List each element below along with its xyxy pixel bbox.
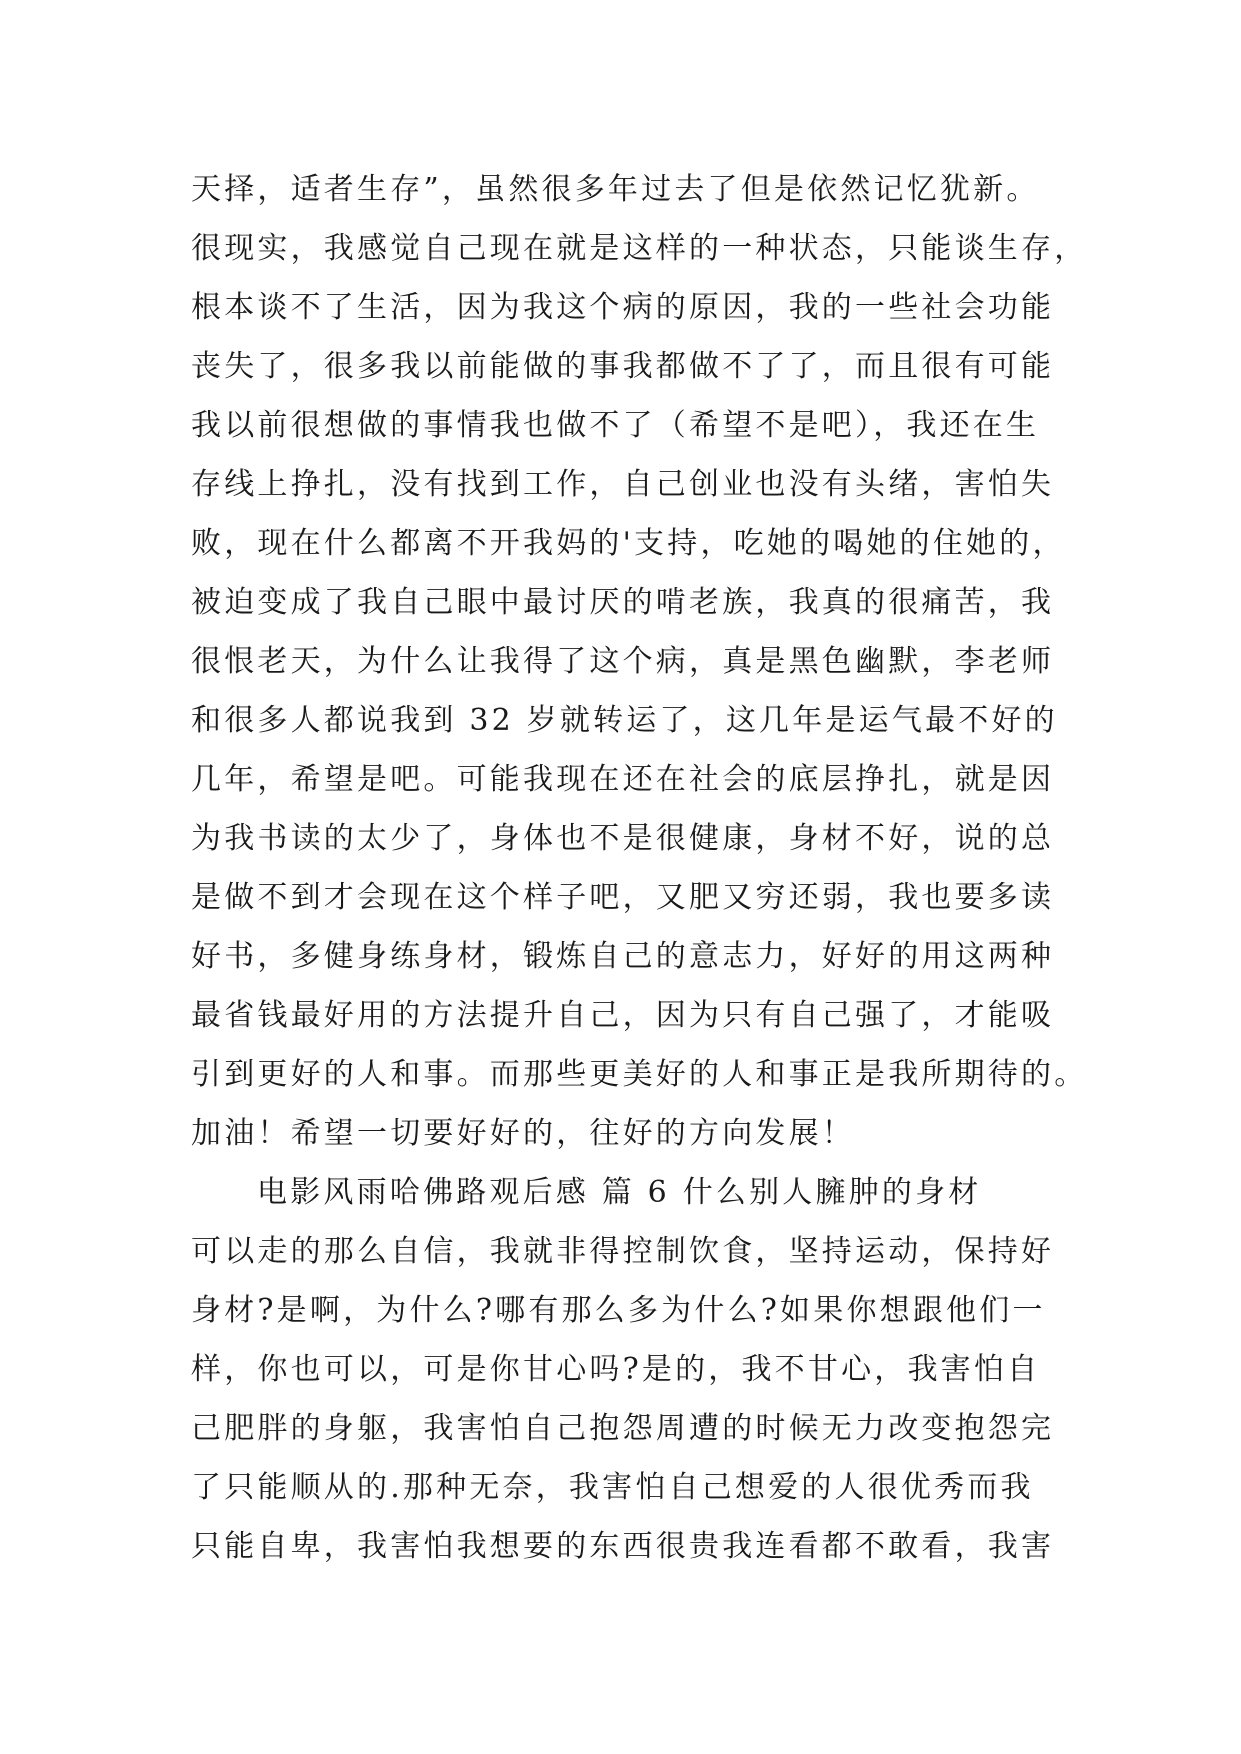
text-line: 我以前很想做的事情我也做不了（希望不是吧），我还在生 bbox=[191, 408, 1040, 443]
text-line: 引到更好的人和事。而那些更美好的人和事正是我所期待的。 bbox=[191, 1057, 1088, 1092]
body-text bbox=[191, 160, 1088, 1576]
section-heading-line: 电影风雨哈佛路观后感 篇 6 什么别人臃肿的身材 bbox=[257, 1175, 982, 1210]
text-line: 己肥胖的身躯，我害怕自己抱怨周遭的时候无力改变抱怨完 bbox=[191, 1411, 1055, 1446]
text-line: 很现实，我感觉自己现在就是这样的一种状态，只能谈生存， bbox=[191, 231, 1088, 266]
text-line: 几年，希望是吧。可能我现在还在社会的底层挣扎，就是因 bbox=[191, 762, 1055, 797]
text-line: 好书，多健身练身材，锻炼自己的意志力，好好的用这两种 bbox=[191, 939, 1055, 974]
text-line: 败，现在什么都离不开我妈的'支持，吃她的喝她的住她的， bbox=[191, 526, 1066, 561]
text-line: 加油！希望一切要好好的，往好的方向发展！ bbox=[191, 1116, 855, 1151]
text-line: 根本谈不了生活，因为我这个病的原因，我的一些社会功能 bbox=[191, 290, 1055, 325]
text-line: 可以走的那么自信，我就非得控制饮食，坚持运动，保持好 bbox=[191, 1234, 1055, 1269]
text-line: 了只能顺从的.那种无奈，我害怕自己想爱的人很优秀而我 bbox=[191, 1470, 1034, 1505]
text-line: 是做不到才会现在这个样子吧，又肥又穷还弱，我也要多读 bbox=[191, 880, 1055, 915]
text-line: 丧失了，很多我以前能做的事我都做不了了，而且很有可能 bbox=[191, 349, 1055, 384]
text-line: 很恨老天，为什么让我得了这个病，真是黑色幽默，李老师 bbox=[191, 644, 1055, 679]
text-line: 和很多人都说我到 32 岁就转运了，这几年是运气最不好的 bbox=[191, 703, 1058, 738]
text-line: 样，你也可以，可是你甘心吗?是的，我不甘心，我害怕自 bbox=[191, 1352, 1041, 1387]
text-line: 天择，适者生存”，虽然很多年过去了但是依然记忆犹新。 bbox=[191, 172, 1040, 207]
text-line: 被迫变成了我自己眼中最讨厌的啃老族，我真的很痛苦，我 bbox=[191, 585, 1055, 620]
text-line: 为我书读的太少了，身体也不是很健康，身材不好，说的总 bbox=[191, 821, 1055, 856]
text-line: 身材?是啊，为什么?哪有那么多为什么?如果你想跟他们一 bbox=[191, 1293, 1046, 1328]
text-line: 最省钱最好用的方法提升自己，因为只有自己强了，才能吸 bbox=[191, 998, 1055, 1033]
text-line: 只能自卑，我害怕我想要的东西很贵我连看都不敢看，我害 bbox=[191, 1529, 1055, 1564]
text-line: 存线上挣扎，没有找到工作，自己创业也没有头绪，害怕失 bbox=[191, 467, 1055, 502]
